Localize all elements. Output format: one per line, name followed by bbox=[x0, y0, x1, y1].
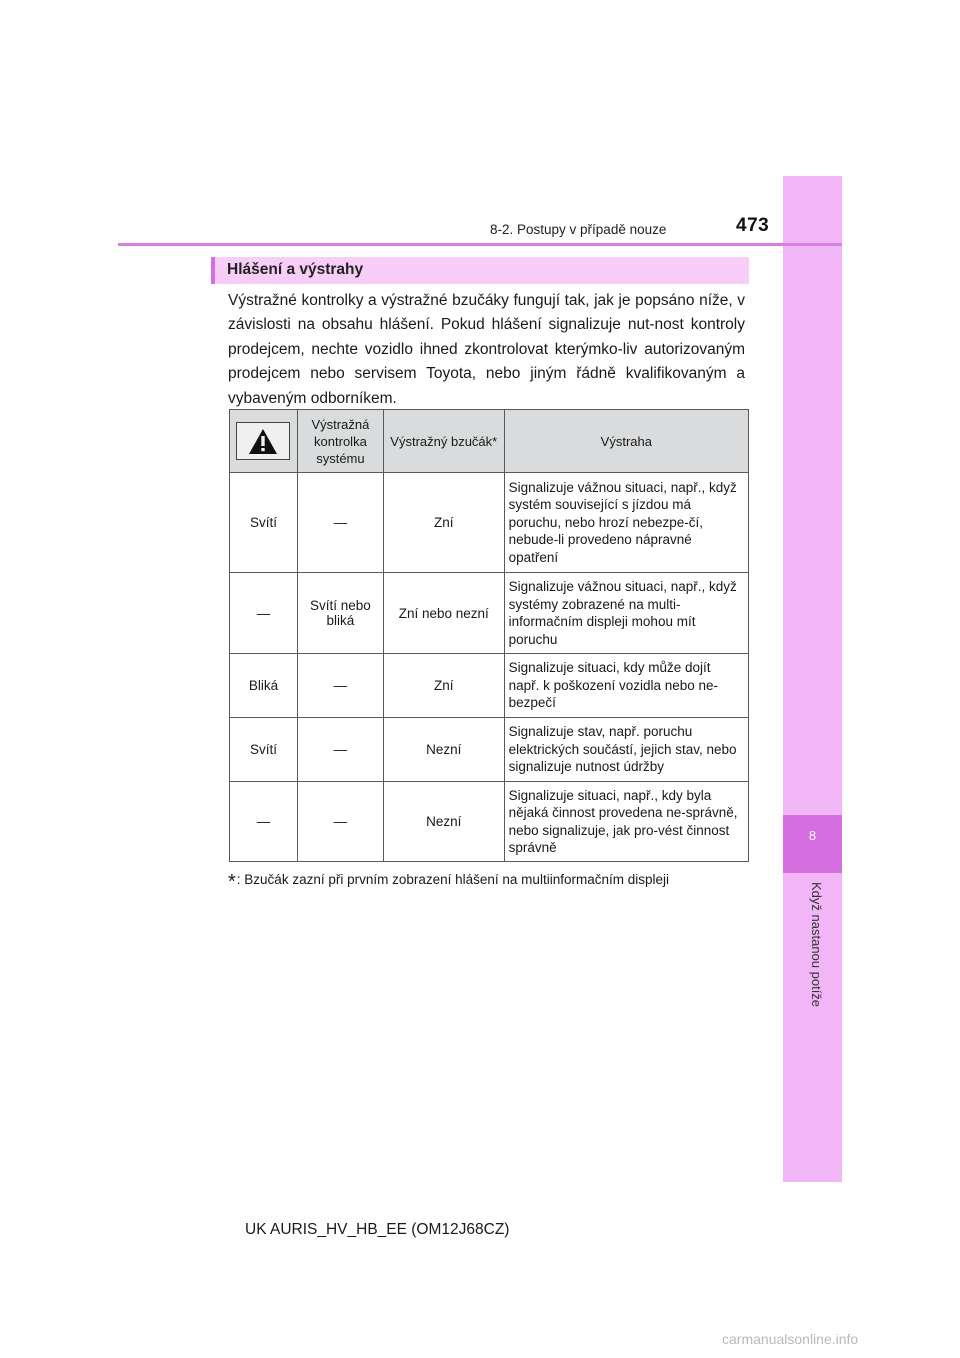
column-header: Výstražný bzučák* bbox=[383, 410, 504, 473]
chapter-number: 8 bbox=[808, 828, 817, 843]
section-heading: Hlášení a výstrahy bbox=[211, 257, 749, 284]
warning-description-cell: Signalizuje situaci, kdy může dojít např. k poškození vozidla nebo ne-bezpečí bbox=[504, 654, 748, 718]
column-header: Výstražná kontrolka systému bbox=[297, 410, 383, 473]
footnote-text: : Bzučák zazní při prvním zobrazení hlášení na multiinformačním displeji bbox=[236, 872, 669, 887]
light-state-cell: — bbox=[297, 654, 383, 718]
footnote-marker: * bbox=[228, 871, 236, 893]
buzzer-state-cell: Zní bbox=[383, 473, 504, 573]
warning-description-cell: Signalizuje situaci, např., kdy byla nějaká činnost provedena ne-správně, nebo signalizuje, jak pro-vést činnost správně bbox=[504, 782, 748, 862]
light-state-cell: — bbox=[297, 473, 383, 573]
icon-state-cell: — bbox=[230, 573, 298, 654]
chapter-side-tab bbox=[783, 176, 842, 1182]
warning-description-cell: Signalizuje vážnou situaci, např., když systém související s jízdou má poruchu, nebo hrozí nebezpe-čí, nebude-li provedeno nápravné opatření bbox=[504, 473, 748, 573]
intro-paragraph: Výstražné kontrolky a výstražné bzučáky fungují tak, jak je popsáno níže, v závislosti na obsahu hlášení. Pokud hlášení signalizuje nut-nost kontroly prodejcem, nechte vozidlo ihned zkontrolovat kterýmko-liv autorizovaným prodejcem nebo servisem Toyota, nebo jiným řádně kvalifikovaným a vybaveným odborníkem. bbox=[228, 292, 745, 407]
warning-triangle-icon bbox=[236, 422, 290, 460]
document-code: UK AURIS_HV_HB_EE (OM12J68CZ) bbox=[245, 1221, 510, 1238]
footnote bbox=[228, 871, 669, 894]
icon-state-cell: — bbox=[230, 782, 298, 862]
warning-table bbox=[229, 409, 749, 862]
chapter-tab-active[interactable] bbox=[783, 815, 842, 873]
table-row bbox=[230, 573, 749, 654]
warning-description-cell: Signalizuje stav, např. poruchu elektrických součástí, jejich stav, nebo signalizuje nutnost údržby bbox=[504, 718, 748, 782]
header-icon-cell bbox=[230, 410, 298, 473]
buzzer-state-cell: Nezní bbox=[383, 718, 504, 782]
column-header: Výstraha bbox=[504, 410, 748, 473]
table-row bbox=[230, 782, 749, 862]
icon-state-cell: Svítí bbox=[230, 718, 298, 782]
section-path: 8-2. Postupy v případě nouze bbox=[490, 222, 667, 237]
table-row bbox=[230, 654, 749, 718]
buzzer-state-cell: Nezní bbox=[383, 782, 504, 862]
icon-state-cell: Bliká bbox=[230, 654, 298, 718]
light-state-cell: Svítí nebo bliká bbox=[297, 573, 383, 654]
icon-state-cell: Svítí bbox=[230, 473, 298, 573]
buzzer-state-cell: Zní bbox=[383, 654, 504, 718]
watermark: carmanualsonline.info bbox=[722, 1331, 859, 1347]
buzzer-state-cell: Zní nebo nezní bbox=[383, 573, 504, 654]
light-state-cell: — bbox=[297, 782, 383, 862]
table-header-row bbox=[230, 410, 749, 473]
warning-description-cell: Signalizuje vážnou situaci, např., když systémy zobrazené na multi-informačním displeji mohou mít poruchu bbox=[504, 573, 748, 654]
header-divider bbox=[118, 243, 842, 246]
chapter-title: Když nastanou potíže bbox=[809, 882, 824, 1008]
light-state-cell: — bbox=[297, 718, 383, 782]
page-number: 473 bbox=[736, 215, 770, 236]
table-row bbox=[230, 473, 749, 573]
table-row bbox=[230, 718, 749, 782]
